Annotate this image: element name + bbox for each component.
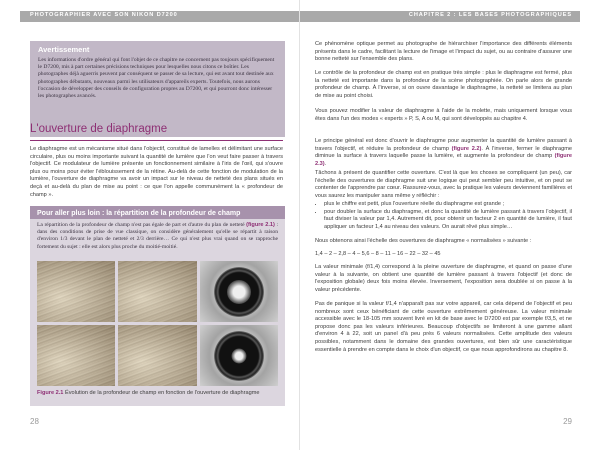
paragraph-6: Nous obtenons ainsi l'échelle des ouvertures de diaphragme « normalisées » suivante : <box>315 238 532 244</box>
figure-2-2-reference[interactable]: (figure 2.2) <box>451 145 482 152</box>
right-running-header: CHAPITRE 2 : LES BASES PHOTOGRAPHIQUES <box>408 12 572 18</box>
figure-label: Figure 2.1 <box>37 390 64 396</box>
paragraph-7: La valeur minimale (f/1,4) correspond à la pleine ouverture de diaphragme, et quand on passe d'une valeur à la suivante, on obtient une quantité de lumière passant à travers l'objectif (et donc de l'exposition globale) deux fois moins élevée. Inversement, l'exposition sera doublée si on passe à la valeur précédente. <box>315 264 572 293</box>
aperture-opening-icon <box>227 280 251 304</box>
book-photo-3 <box>37 325 115 386</box>
tip-box <box>30 206 285 406</box>
paragraph-4-end: . <box>324 160 327 167</box>
warning-text: Les informations d'ordre général qui font l'objet de ce chapitre ne concernent pas toujours spécifiquement le D7200, mis à part certaines précisions techniques pour lesquelles nous citons ce boîtier. Les photographes déjà aguerris peuvent par conséquent se passer de sa lecture, qui est avant tout destinée aux photographes débutants, nouveaux parmi les utilisateurs d'appareils experts. Toutefois, nous aurons l'occasion de développer des conseils de configuration propres au D7200, et qui pourront donc intéresser les photographes avancés. <box>38 57 275 100</box>
aperture-scale: 1,4 – 2 – 2,8 – 4 – 5,6 – 8 – 11 – 16 – 22 – 32 – 45 <box>315 251 441 257</box>
book-photo-1 <box>37 261 115 322</box>
book-photo-4 <box>118 325 196 386</box>
figure-2-3-reference[interactable]: (figure 2.3) <box>315 153 572 167</box>
right-page-number: 29 <box>563 417 572 426</box>
intro-paragraph: Le diaphragme est un mécanisme situé dans l'objectif, constitué de lamelles et délimitant une surface circulaire, plus ou moins importante suivant la quantité de lumière que l'on veut faire passer à travers l'objectif. Ce modulateur de lumière présente un fonctionnement similaire à l'iris de l'œil, qui s'ouvre plus ou moins pour éviter l'éblouissement de la rétine. Au-delà de cette fonction de modulation de la lumière, l'ouverture de diaphragme va avoir un impact sur le niveau de netteté des plans situés en deçà et au-delà du plan de mise au point : ce que l'on appelle communément la « profondeur de champ ». <box>30 146 283 198</box>
left-running-header: PHOTOGRAPHIER AVEC SON NIKON D7200 <box>30 12 178 18</box>
left-page-number: 28 <box>30 417 39 426</box>
paragraph-3: Vous pouvez modifier la valeur de diaphragme à l'aide de la molette, mais uniquement lorsque vous êtes dans l'un des modes « experts » P, S, A ou M, qui sont développés au chapitre 4. <box>315 108 572 122</box>
bullet-list <box>315 201 572 231</box>
figure-2-1-photo-grid <box>37 261 278 386</box>
paragraph-4-start: Le principe général est donc d'ouvrir le diaphragme pour augmenter la quantité de lumière passant à travers l'objectif, et réduire la profondeur de champ <box>315 138 572 152</box>
tip-title: Pour aller plus loin : la répartition de la profondeur de champ <box>30 206 285 219</box>
bullet-item-2: • pour doubler la surface du diaphragme, et donc la quantité de lumière passant à travers l'objectif, il faut diviser la valeur par 1,4. Autrement dit, pour obtenir un facteur 2 en quantité de lumière, il faut appliquer un facteur 1,4 au niveau des valeurs. On aurait rêvé plus simple… <box>324 209 572 232</box>
tip-text-end: : dans des conditions de prise de vue classique, on considère généralement qu'elle se répartit à raison d'environ 1/3 devant le plan de netteté et 2/3 derrière… Ce qui n'est plus vrai quand on se rapproche fortement du sujet : elle est alors plus proche du moitié-moitié. <box>37 222 278 250</box>
section-title-rule <box>30 140 283 141</box>
book-photo-2 <box>118 261 196 322</box>
paragraph-5: Tâchons à présent de quantifier cette ouverture. C'est là que les choses se compliquent (un peu), car l'échelle des ouvertures de diaphragme suit une logique qui peut sembler peu intuitive, et on peut se contenter de l'apprendre par cœur. Rassurez-vous, avec la pratique les valeurs deviennent familières et vous saurez les manipuler sans même y réfléchir : <box>315 170 572 199</box>
aperture-opening-icon <box>231 348 246 363</box>
warning-title: Avertissement <box>38 45 90 54</box>
right-page <box>300 0 600 450</box>
bullet-item-1: • plus le chiffre est petit, plus l'ouverture réelle du diaphragme est grande ; <box>324 201 572 209</box>
paragraph-2: Le contrôle de la profondeur de champ est en pratique très simple : plus le diaphragme est fermé, plus la netteté est importante dans la profondeur de la scène photographiée. On parle alors de grande profondeur de champ. À l'inverse, si on ouvre davantage le diaphragme, la netteté se limitera au plan de mise au point choisi. <box>315 70 572 99</box>
figure-caption-text: Évolution de la profondeur de champ en fonction de l'ouverture de diaphragme <box>63 390 260 396</box>
paragraph-4-middle: . À l'inverse, fermer le diaphragme diminue la surface à travers laquelle passe la lumière, et augmente la profondeur de champ <box>315 145 572 160</box>
paragraph-8: Pas de panique si la valeur f/1,4 n'apparaît pas sur votre appareil, car cela dépend de l'objectif et peu nombreux sont ceux bénéficiant de cette ouverture extrêmement généreuse. La valeur minimale accessible avec le 18-105 mm souvent livré en kit de base avec le D7200 est par exemple f/3,5, et ne propose donc pas les valeurs inférieures. Beaucoup d'objectifs se limiteront à une gamme allant d'environ 4 à 22, soit un panel d'à peu près 6 valeurs normalisées. Cette amplitude des valeurs possibles, notamment dans le domaine des grandes ouvertures, est bien sûr une caractéristique essentielle à prendre en compte dans le choix d'un objectif, ce que nous approfondirons au chapitre 8. <box>315 301 572 353</box>
lens-aperture-photo-wide <box>200 261 278 322</box>
tip-text <box>37 222 278 251</box>
section-title: L'ouverture de diaphragme <box>30 123 168 135</box>
figure-caption <box>37 390 259 396</box>
lens-aperture-photo-narrow <box>200 325 278 386</box>
tip-text-start: La répartition de la profondeur de champ n'est pas égale de part et d'autre du plan de netteté <box>37 222 247 228</box>
paragraph-4 <box>315 138 572 168</box>
paragraph-1: Ce phénomène optique permet au photographe de hiérarchiser l'importance des différents éléments présents dans le cadre, facilitant la lecture de l'image et l'impact du sujet, ou au contraire d'assurer une bonne netteté sur l'ensemble des plans. <box>315 41 572 63</box>
tip-figure-reference[interactable]: (figure 2.1) <box>246 222 275 228</box>
